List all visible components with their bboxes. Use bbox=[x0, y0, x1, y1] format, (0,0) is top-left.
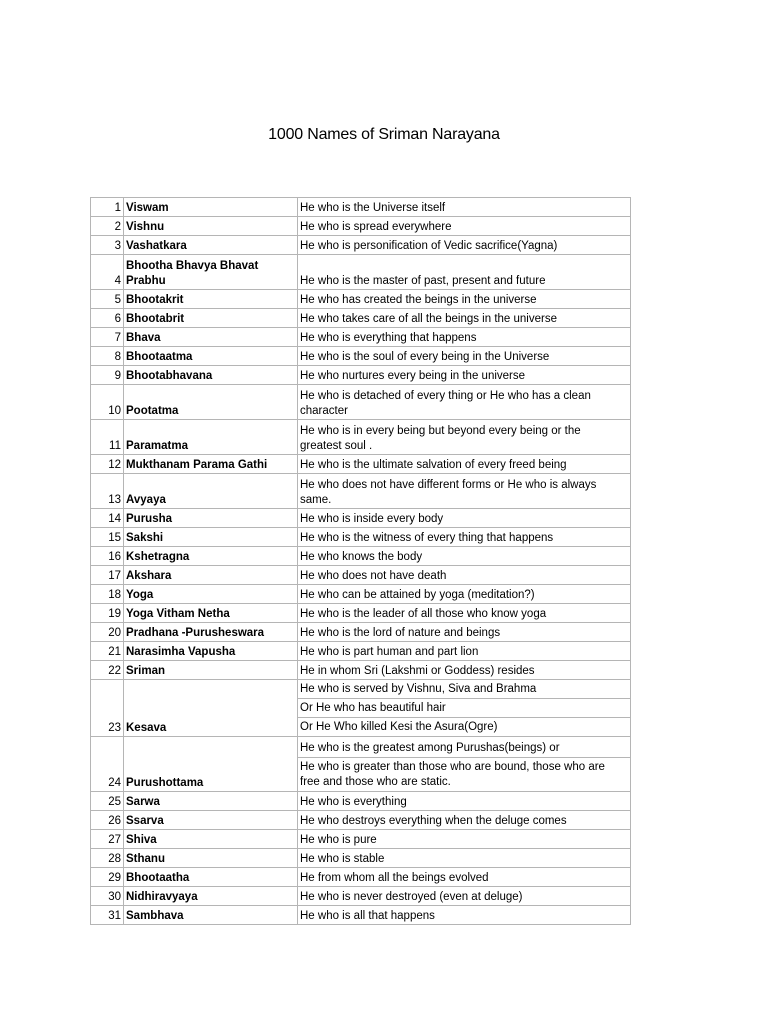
meaning-cell: He in whom Sri (Lakshmi or Goddess) resides bbox=[298, 661, 631, 680]
table-row bbox=[91, 906, 631, 925]
name-cell: Purushottama bbox=[124, 737, 298, 792]
table-row bbox=[91, 887, 631, 906]
name-cell: Narasimha Vapusha bbox=[124, 642, 298, 661]
meaning-cell bbox=[298, 385, 631, 420]
meaning-cell: He who is never destroyed (even at deluge) bbox=[298, 887, 631, 906]
meaning-cell: He who is inside every body bbox=[298, 509, 631, 528]
row-number: 10 bbox=[91, 385, 124, 420]
table-row bbox=[91, 347, 631, 366]
table-row bbox=[91, 661, 631, 680]
meaning-cell: He who is the witness of every thing that happens bbox=[298, 528, 631, 547]
row-number: 31 bbox=[91, 906, 124, 925]
meaning-part bbox=[298, 757, 630, 791]
table-row bbox=[91, 623, 631, 642]
table-row bbox=[91, 366, 631, 385]
name-cell: Bhootakrit bbox=[124, 290, 298, 309]
table-row bbox=[91, 474, 631, 509]
name-cell: Shiva bbox=[124, 830, 298, 849]
row-number: 18 bbox=[91, 585, 124, 604]
row-number: 7 bbox=[91, 328, 124, 347]
name-cell: Pradhana -Purusheswara bbox=[124, 623, 298, 642]
row-number: 9 bbox=[91, 366, 124, 385]
meaning-cell: He who is personification of Vedic sacrifice(Yagna) bbox=[298, 236, 631, 255]
meaning-line: He who is detached of every thing or He who has a clean bbox=[300, 390, 591, 402]
name-line: Bhootha Bhavya Bhavat bbox=[126, 260, 259, 272]
table-row bbox=[91, 217, 631, 236]
meaning-cell bbox=[298, 474, 631, 509]
row-number: 26 bbox=[91, 811, 124, 830]
meaning-cell: He who nurtures every being in the universe bbox=[298, 366, 631, 385]
table-row bbox=[91, 642, 631, 661]
name-cell: Sambhava bbox=[124, 906, 298, 925]
meaning-line: He who is in every being but beyond every being or the bbox=[300, 425, 581, 437]
name-cell: Sthanu bbox=[124, 849, 298, 868]
row-number: 4 bbox=[91, 255, 124, 290]
table-row bbox=[91, 868, 631, 887]
table-row bbox=[91, 604, 631, 623]
table-row bbox=[91, 309, 631, 328]
row-number: 13 bbox=[91, 474, 124, 509]
name-cell: Sriman bbox=[124, 661, 298, 680]
name-cell: Kshetragna bbox=[124, 547, 298, 566]
name-cell: Bhootaatma bbox=[124, 347, 298, 366]
row-number: 12 bbox=[91, 455, 124, 474]
row-number: 30 bbox=[91, 887, 124, 906]
meaning-line: He who does not have different forms or He who is always bbox=[300, 479, 597, 491]
name-cell: Yoga bbox=[124, 585, 298, 604]
meaning-cell: He who can be attained by yoga (meditation?) bbox=[298, 585, 631, 604]
name-cell: Pootatma bbox=[124, 385, 298, 420]
row-number: 28 bbox=[91, 849, 124, 868]
meaning-cell: He who takes care of all the beings in the universe bbox=[298, 309, 631, 328]
name-cell: Vishnu bbox=[124, 217, 298, 236]
name-cell bbox=[124, 255, 298, 290]
table-row bbox=[91, 290, 631, 309]
meaning-line: same. bbox=[300, 494, 332, 506]
table-row bbox=[91, 680, 631, 737]
table-row bbox=[91, 849, 631, 868]
name-cell: Akshara bbox=[124, 566, 298, 585]
name-cell: Vashatkara bbox=[124, 236, 298, 255]
meaning-cell: He who is spread everywhere bbox=[298, 217, 631, 236]
row-number: 6 bbox=[91, 309, 124, 328]
table-row bbox=[91, 328, 631, 347]
meaning-line: free and those who are static. bbox=[300, 776, 451, 788]
meaning-cell: He who is part human and part lion bbox=[298, 642, 631, 661]
meaning-cell: He who is all that happens bbox=[298, 906, 631, 925]
meaning-cell bbox=[298, 680, 631, 737]
name-cell: Viswam bbox=[124, 198, 298, 217]
row-number: 14 bbox=[91, 509, 124, 528]
row-number: 19 bbox=[91, 604, 124, 623]
meaning-part: Or He Who killed Kesi the Asura(Ogre) bbox=[298, 717, 630, 736]
names-table bbox=[90, 197, 631, 925]
row-number: 25 bbox=[91, 792, 124, 811]
meaning-part: He who is the greatest among Purushas(beings) or bbox=[300, 742, 560, 754]
meaning-cell: He who knows the body bbox=[298, 547, 631, 566]
table-row bbox=[91, 792, 631, 811]
name-line: Prabhu bbox=[126, 275, 166, 287]
table-row bbox=[91, 811, 631, 830]
row-number: 3 bbox=[91, 236, 124, 255]
row-number: 29 bbox=[91, 868, 124, 887]
table-row bbox=[91, 255, 631, 290]
name-cell: Bhootaatha bbox=[124, 868, 298, 887]
meaning-part: He who is served by Vishnu, Siva and Brahma bbox=[300, 683, 537, 695]
meaning-cell: He who is everything bbox=[298, 792, 631, 811]
meaning-line: greatest soul . bbox=[300, 440, 373, 452]
table-row bbox=[91, 198, 631, 217]
table-row bbox=[91, 509, 631, 528]
meaning-cell: He who has created the beings in the universe bbox=[298, 290, 631, 309]
meaning-cell: He who is stable bbox=[298, 849, 631, 868]
row-number: 11 bbox=[91, 420, 124, 455]
table-row bbox=[91, 528, 631, 547]
meaning-part: Or He who has beautiful hair bbox=[298, 698, 630, 717]
table-row bbox=[91, 547, 631, 566]
name-cell: Paramatma bbox=[124, 420, 298, 455]
row-number: 17 bbox=[91, 566, 124, 585]
name-cell: Bhootabrit bbox=[124, 309, 298, 328]
table-row bbox=[91, 585, 631, 604]
meaning-cell: He who does not have death bbox=[298, 566, 631, 585]
meaning-cell bbox=[298, 420, 631, 455]
meaning-cell: He from whom all the beings evolved bbox=[298, 868, 631, 887]
row-number: 8 bbox=[91, 347, 124, 366]
meaning-cell: He who is the master of past, present and future bbox=[298, 255, 631, 290]
name-cell: Bhava bbox=[124, 328, 298, 347]
meaning-cell: He who is everything that happens bbox=[298, 328, 631, 347]
row-number: 5 bbox=[91, 290, 124, 309]
table-row bbox=[91, 385, 631, 420]
meaning-cell: He who is the ultimate salvation of every freed being bbox=[298, 455, 631, 474]
row-number: 21 bbox=[91, 642, 124, 661]
meaning-line: character bbox=[300, 405, 348, 417]
meaning-cell: He who destroys everything when the deluge comes bbox=[298, 811, 631, 830]
meaning-cell: He who is pure bbox=[298, 830, 631, 849]
table-row bbox=[91, 455, 631, 474]
row-number: 1 bbox=[91, 198, 124, 217]
meaning-cell: He who is the lord of nature and beings bbox=[298, 623, 631, 642]
table-row bbox=[91, 737, 631, 792]
row-number: 27 bbox=[91, 830, 124, 849]
row-number: 24 bbox=[91, 737, 124, 792]
row-number: 23 bbox=[91, 680, 124, 737]
row-number: 15 bbox=[91, 528, 124, 547]
row-number: 2 bbox=[91, 217, 124, 236]
meaning-cell: He who is the leader of all those who know yoga bbox=[298, 604, 631, 623]
meaning-cell: He who is the soul of every being in the Universe bbox=[298, 347, 631, 366]
name-cell: Mukthanam Parama Gathi bbox=[124, 455, 298, 474]
name-cell: Kesava bbox=[124, 680, 298, 737]
table-row bbox=[91, 420, 631, 455]
meaning-cell bbox=[298, 737, 631, 792]
page-title: 1000 Names of Sriman Narayana bbox=[268, 126, 500, 143]
row-number: 16 bbox=[91, 547, 124, 566]
table-row bbox=[91, 830, 631, 849]
name-cell: Sarwa bbox=[124, 792, 298, 811]
name-cell: Ssarva bbox=[124, 811, 298, 830]
name-cell: Yoga Vitham Netha bbox=[124, 604, 298, 623]
table-row bbox=[91, 236, 631, 255]
row-number: 22 bbox=[91, 661, 124, 680]
meaning-line: He who is greater than those who are bound, those who are bbox=[300, 761, 605, 773]
name-cell: Nidhiravyaya bbox=[124, 887, 298, 906]
name-cell: Avyaya bbox=[124, 474, 298, 509]
meaning-cell: He who is the Universe itself bbox=[298, 198, 631, 217]
name-cell: Purusha bbox=[124, 509, 298, 528]
table-row bbox=[91, 566, 631, 585]
name-cell: Sakshi bbox=[124, 528, 298, 547]
name-cell: Bhootabhavana bbox=[124, 366, 298, 385]
row-number: 20 bbox=[91, 623, 124, 642]
